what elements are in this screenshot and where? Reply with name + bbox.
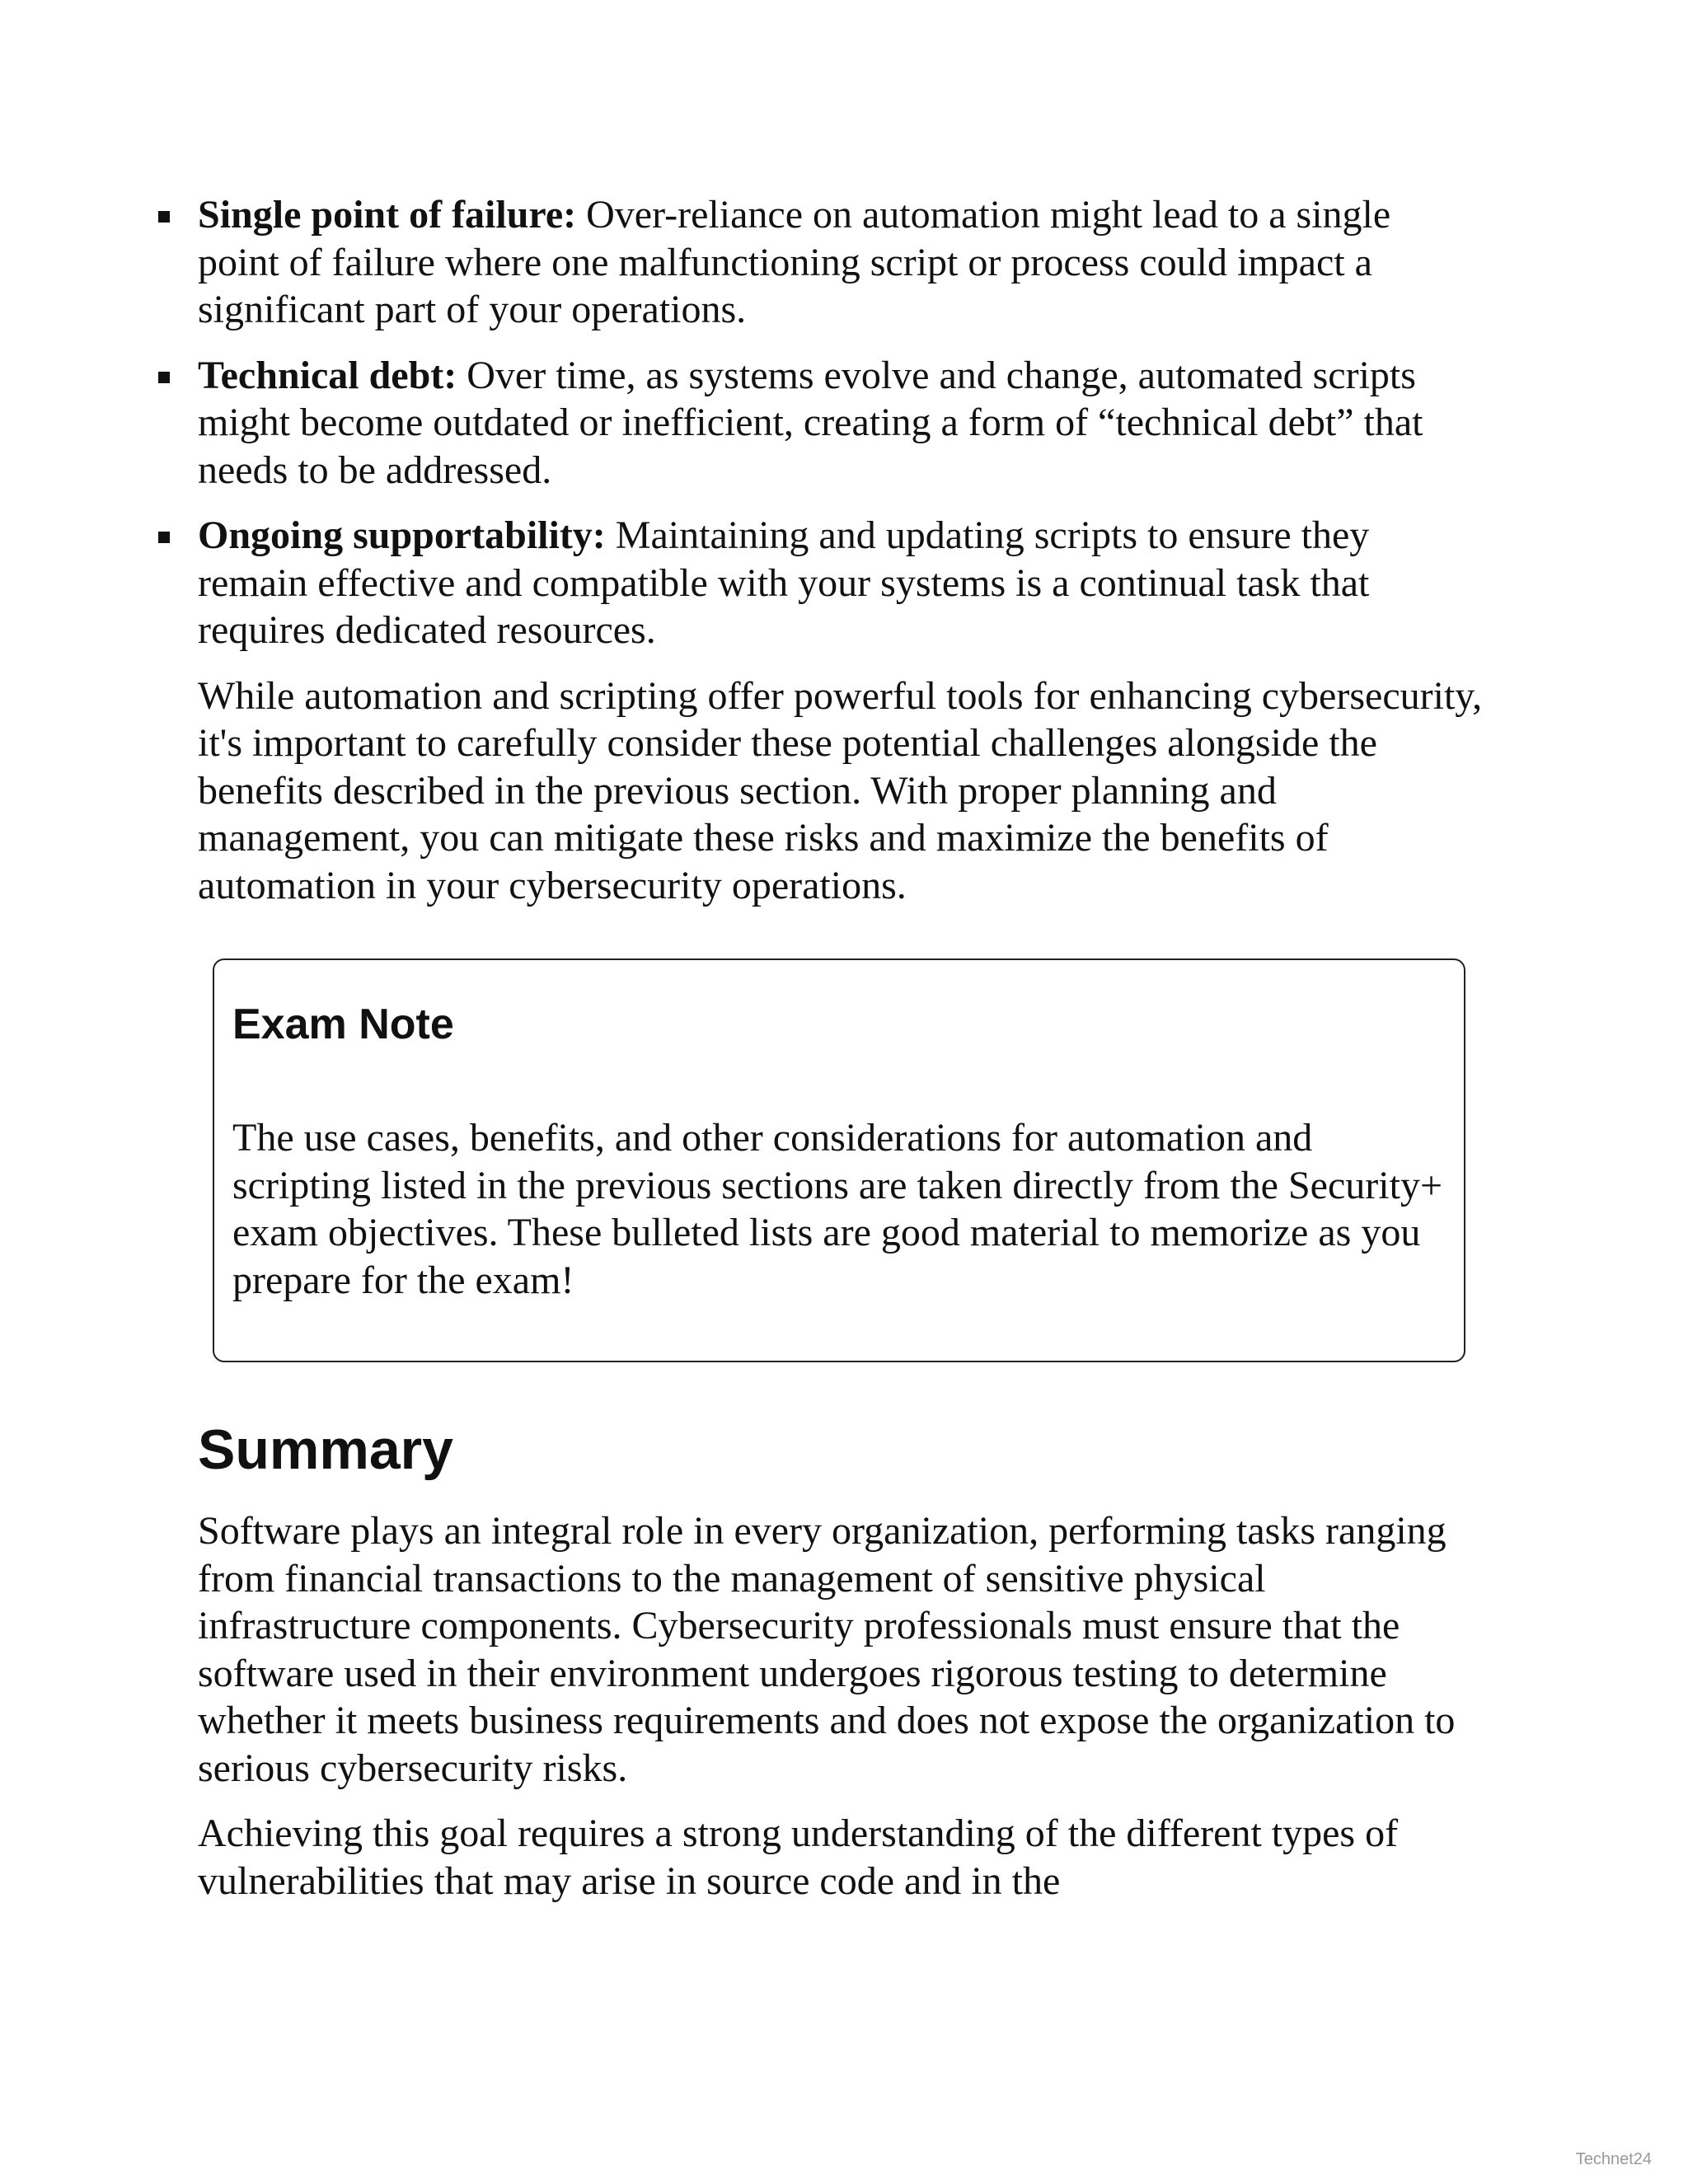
exam-note-body: The use cases, benefits, and other considerations for automation and scripting listed in the previous sections are taken directly from the Security+ exam objectives. These bulleted lists are good material to memorize as you prepare for the exam! bbox=[232, 1116, 1443, 1302]
summary-heading: Summary bbox=[198, 1418, 453, 1481]
risk-bullet-list bbox=[115, 191, 1599, 654]
square-bullet-icon bbox=[158, 211, 170, 223]
summary-paragraph: Software plays an integral role in every organization, performing tasks ranging from financial transactions to the management of sensitive physical infrastructure components. Cybersecurity professionals must ensure that the software used in their environment undergoes rigorous testing to determine whether it meets business requirements and does not expose the organization to serious cybersecurity risks. bbox=[198, 1509, 1456, 1790]
bullet-text: Over-reliance on automation might lead to a single point of failure where one malfunctioning script or process could impact a significant part of your operations. bbox=[198, 193, 1391, 331]
bullet-term: Technical debt: bbox=[198, 353, 457, 397]
bullet-item-ongoing-supportability bbox=[198, 512, 1434, 654]
exam-note-title: Exam Note bbox=[232, 1001, 454, 1048]
square-bullet-icon bbox=[158, 532, 170, 543]
bullet-text: Maintaining and updating scripts to ensure they remain effective and compatible with your systems is a continual task that requires dedicated resources. bbox=[198, 513, 1370, 652]
bullet-text: Over time, as systems evolve and change, automated scripts might become outdated or inefficient, creating a form of “technical debt” that needs to be addressed. bbox=[198, 353, 1423, 492]
bullet-item-single-point-of-failure bbox=[198, 191, 1434, 334]
closing-paragraph: While automation and scripting offer powerful tools for enhancing cybersecurity, it's important to carefully consider these potential challenges alongside the benefits described in the previous section. With proper planning and management, you can mitigate these risks and maximize the benefits of automation in your cybersecurity operations. bbox=[198, 673, 1483, 907]
exam-note-box bbox=[213, 958, 1465, 1362]
bullet-item-technical-debt bbox=[198, 352, 1434, 494]
bullet-term: Ongoing supportability: bbox=[198, 513, 606, 557]
footer-watermark: Technet24 bbox=[1575, 2150, 1652, 2168]
bullet-term: Single point of failure: bbox=[198, 193, 577, 237]
square-bullet-icon bbox=[158, 372, 170, 383]
summary-paragraph: Achieving this goal requires a strong understanding of the different types of vulnerabilities that may arise in source code and in the bbox=[198, 1811, 1399, 1903]
